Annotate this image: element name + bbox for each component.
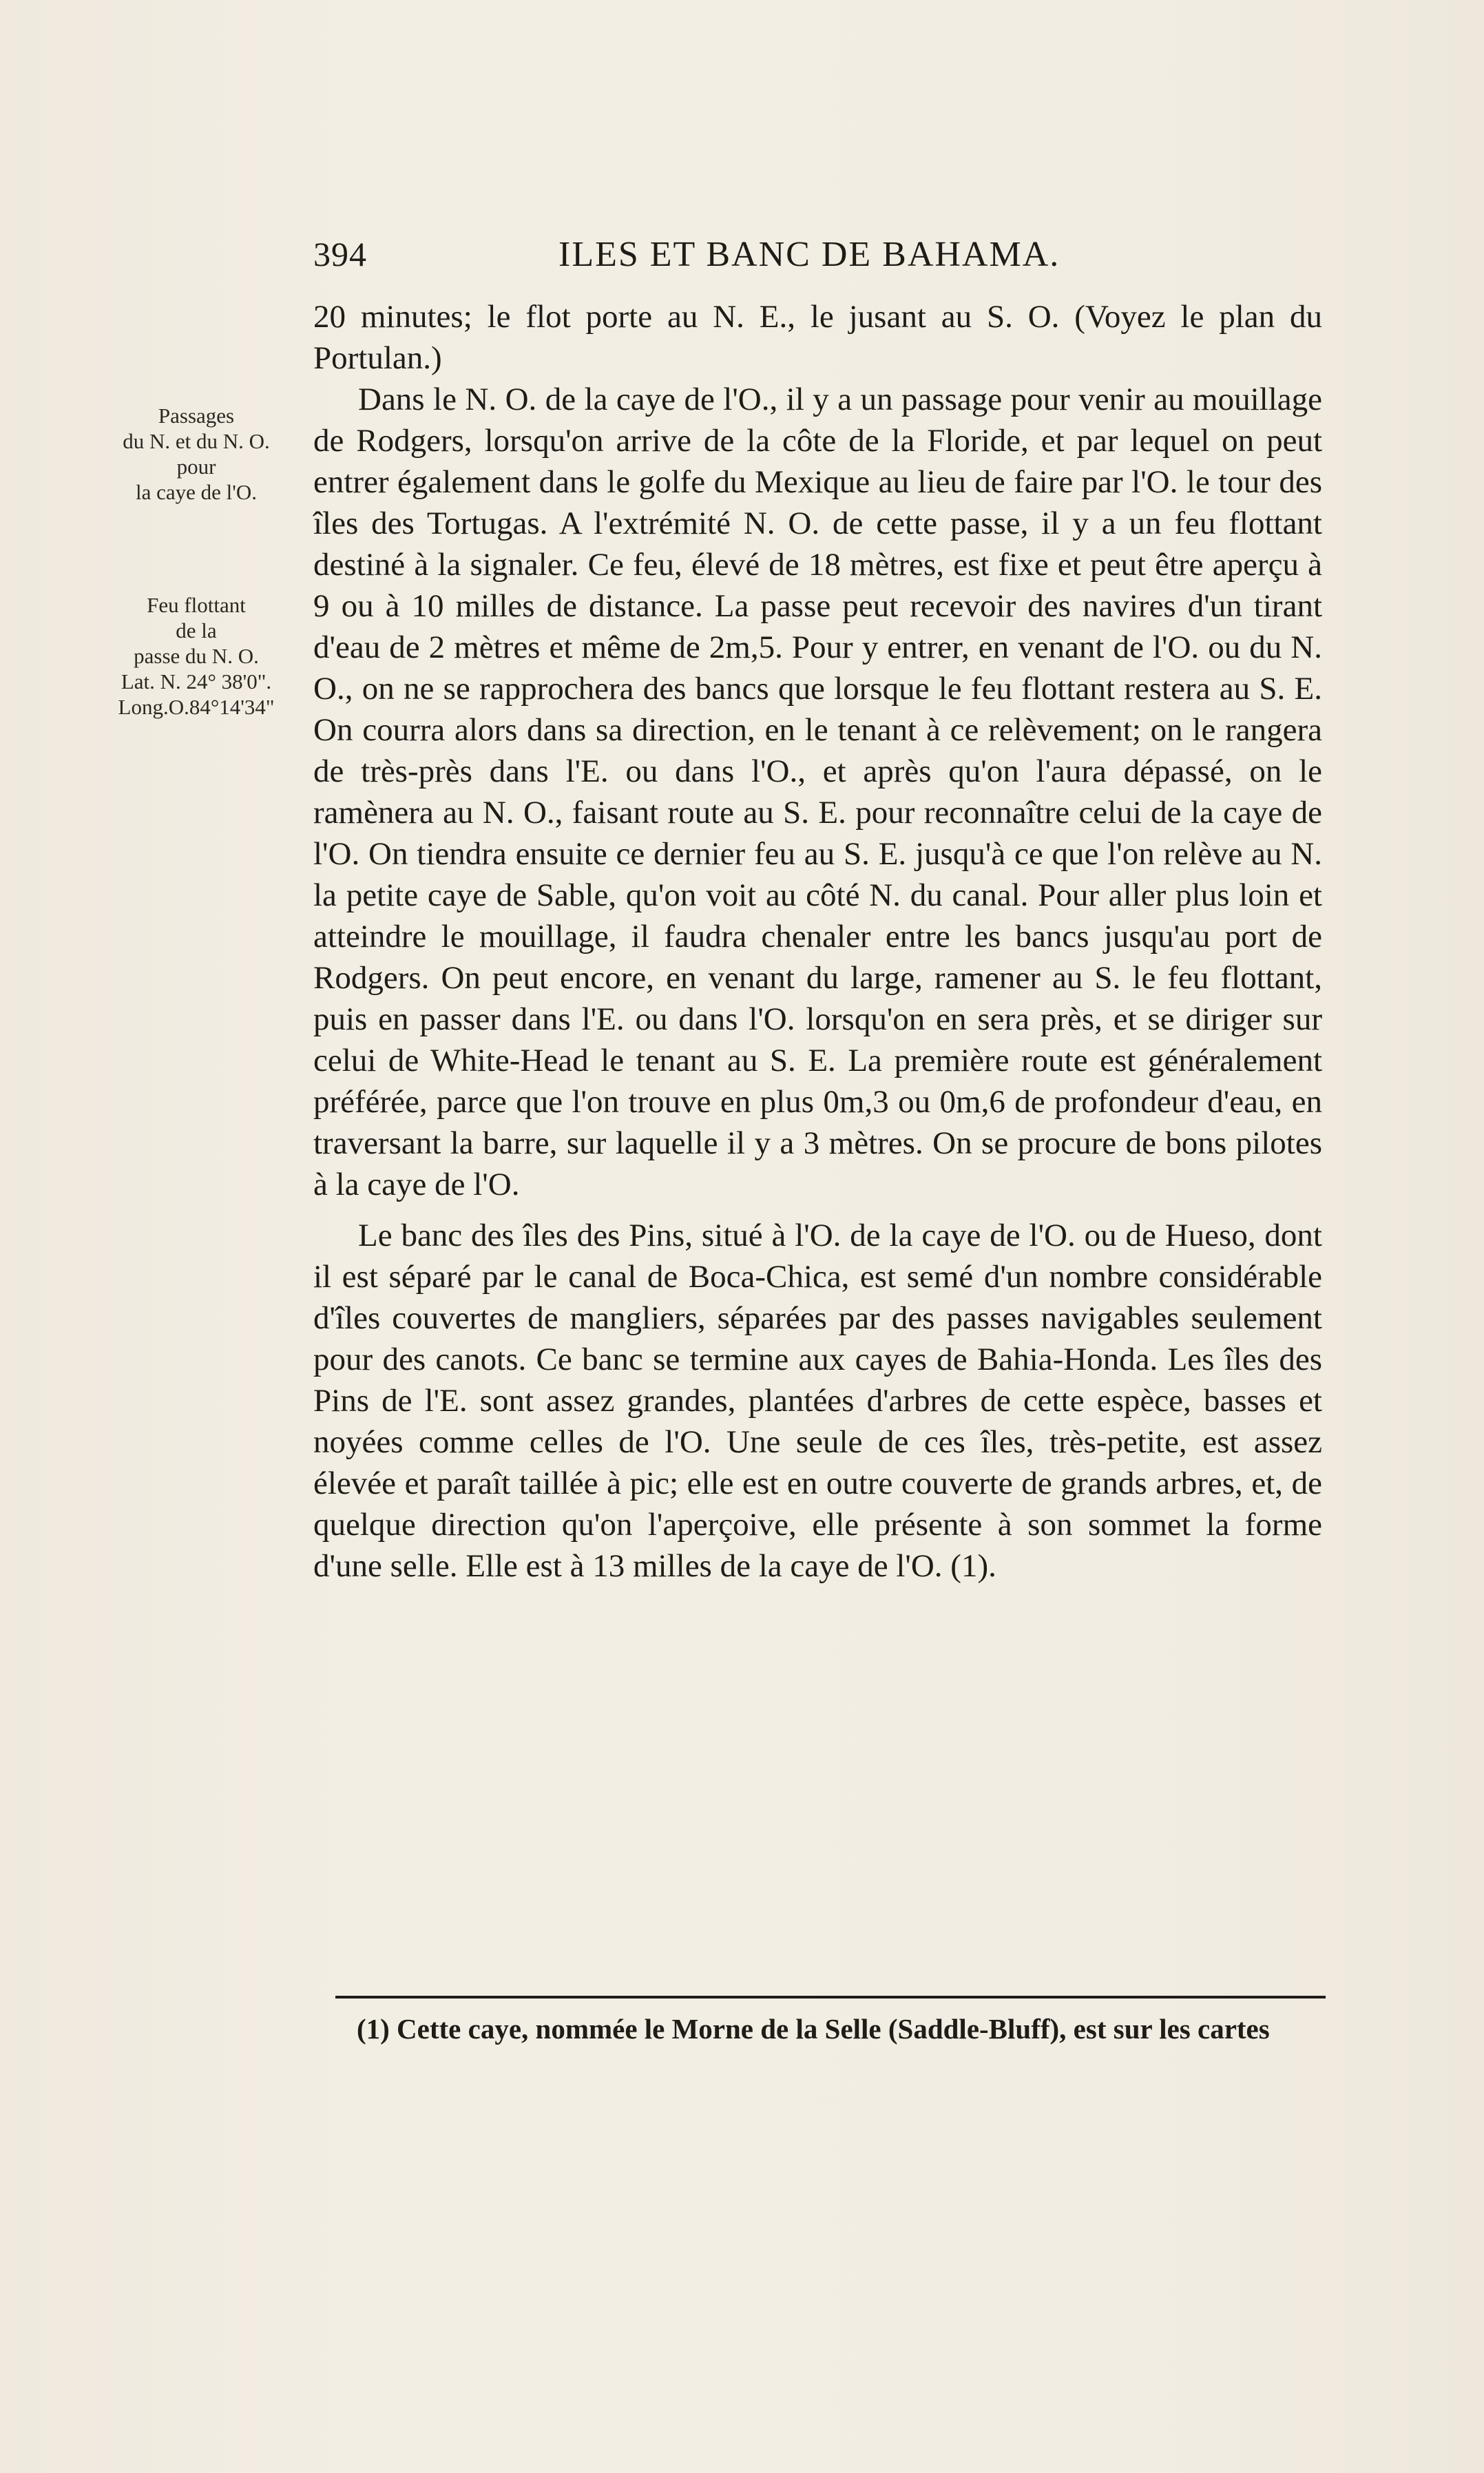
margin-note-passages xyxy=(72,403,320,505)
running-head xyxy=(313,234,1319,282)
margin-note-line: passe du N. O. xyxy=(134,644,259,668)
paragraph-passage-no: Dans le N. O. de la caye de l'O., il y a un passage pour venir au mouillage de Rodgers, lorsqu'on arrive de la côte de la Floride, et par lequel on peut entrer également dans le golfe du Mexique au lieu de faire par l'O. le tour des îles des Tortugas. A l'extrémité N. O. de cette passe, il y a un feu flottant destiné à la signaler. Ce feu, élevé de 18 mètres, est fixe et peut être aperçu à 9 ou à 10 milles de distance. La passe peut recevoir des navires d'un tirant d'eau de 2 mètres et même de 2m,5. Pour y entrer, en venant de l'O. ou du N. O., on ne se rapprochera des bancs que lorsque le feu flottant restera au S. E. On courra alors dans sa direction, en le tenant à ce relèvement; on le rangera de très-près dans l'E. ou dans l'O., et après qu'on l'aura dépassé, on le ramènera au N. O., faisant route au S. E. pour reconnaître celui de la caye de l'O. On tiendra ensuite ce dernier feu au S. E. jusqu'à ce que l'on relève au N. la petite caye de Sable, qu'on voit au côté N. du canal. Pour aller plus loin et atteindre le mouillage, il faudra chenaler entre les bancs jusqu'au port de Rodgers. On peut encore, en venant du large, ramener au S. le feu flottant, puis en passer dans l'E. ou dans l'O. lorsqu'on en sera près, et se diriger sur celui de White-Head le tenant au S. E. La première route est généralement préférée, parce que l'on trouve en plus 0m,3 ou 0m,6 de profondeur d'eau, en traversant la barre, sur laquelle il y a 3 mètres. On se procure de bons pilotes à la caye de l'O. xyxy=(313,382,1322,1202)
paragraph-continuation: 20 minutes; le flot porte au N. E., le jusant au S. O. (Voyez le plan du Portulan.) xyxy=(313,299,1322,376)
margin-note-feu-flottant xyxy=(72,592,320,720)
footnote-divider xyxy=(335,1996,1326,1999)
margin-note-line: du N. et du N. O. xyxy=(123,429,270,453)
running-title: ILES ET BANC DE BAHAMA. xyxy=(558,235,1060,274)
margin-note-line: de la xyxy=(176,618,217,643)
margin-note-line: pour xyxy=(176,455,216,479)
margin-note-line: Passages xyxy=(158,404,235,428)
margin-note-line: Long.O.84°14'34" xyxy=(118,695,275,719)
margin-note-line: Feu flottant xyxy=(147,593,246,617)
page-number: 394 xyxy=(313,235,367,273)
footnote: (1) Cette caye, nommée le Morne de la Selle (Saddle-Bluff), est sur les cartes xyxy=(357,2013,1270,2045)
paragraph-banc-des-iles-des-pins: Le banc des îles des Pins, situé à l'O. de la caye de l'O. ou de Hueso, dont il est séparé par le canal de Boca-Chica, est semé d'un nombre considérable d'îles couvertes de mangliers, séparées par des passes navigables seulement pour des canots. Ce banc se termine aux cayes de Bahia-Honda. Les îles des Pins de l'E. sont assez grandes, plantées d'arbres de cette espèce, basses et noyées comme celles de l'O. Une seule de ces îles, très-petite, est assez élevée et paraît taillée à pic; elle est en outre couverte de grands arbres, et, de quelque direction qu'on l'aperçoive, elle présente à son sommet la forme d'une selle. Elle est à 13 milles de la caye de l'O. (1). xyxy=(313,1218,1322,1584)
margin-note-line: Lat. N. 24° 38'0". xyxy=(121,669,272,693)
margin-note-line: la caye de l'O. xyxy=(136,480,257,504)
main-text xyxy=(313,296,1322,1587)
